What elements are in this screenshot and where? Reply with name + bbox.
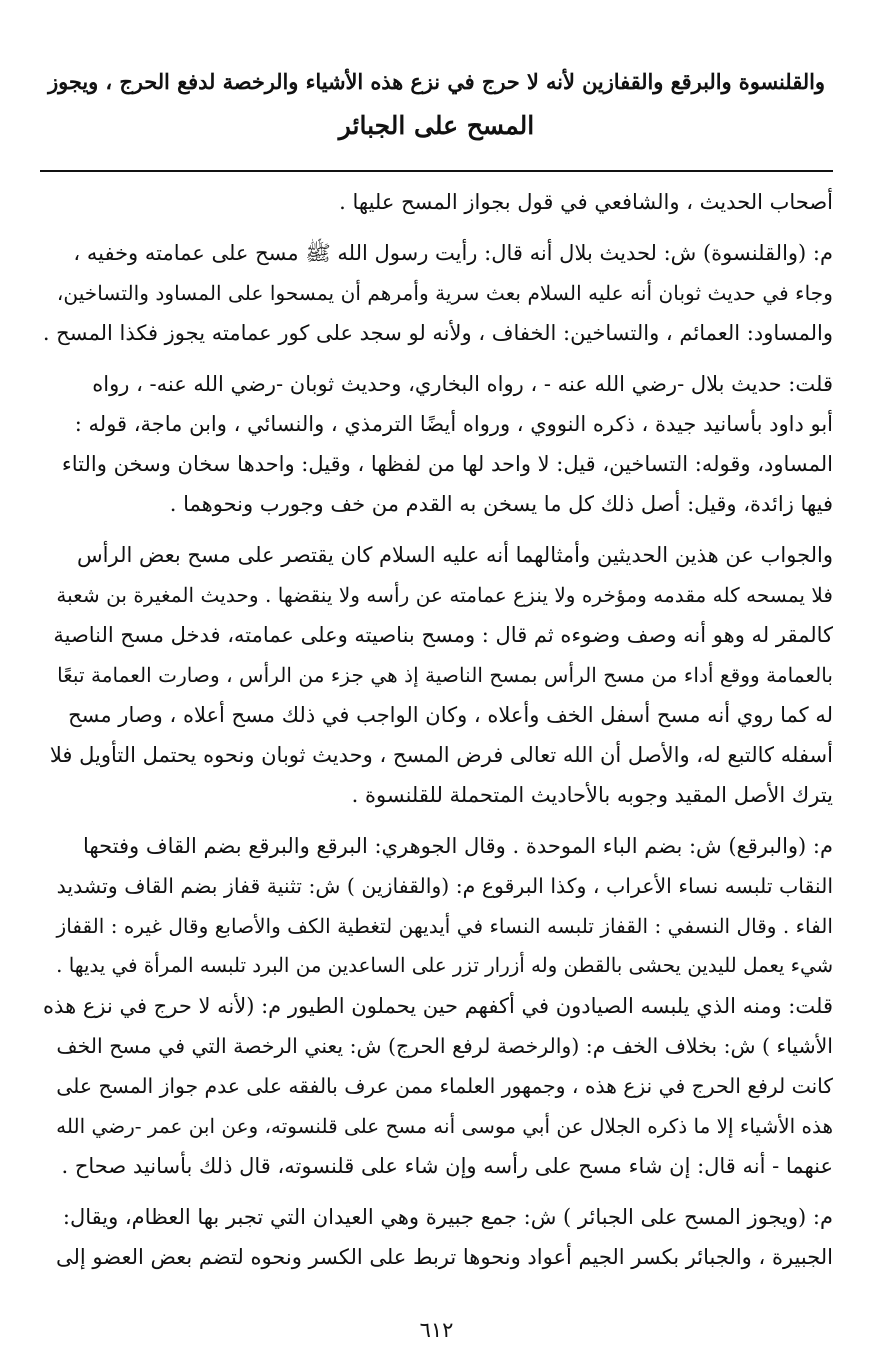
text-line: الأشياء ) ش: بخلاف الخف م: (والرخصة لرفع الحرج) ش: يعني الرخصة التي في مسح الخف bbox=[56, 1034, 833, 1058]
text-line: هذه الأشياء إلا ما ذكره الجلال عن أبي موسى أنه مسح على قلنسوته، وعن ابن عمر -رضي الله bbox=[56, 1114, 833, 1138]
book-page bbox=[40, 60, 833, 1288]
text-line: م: (والبرقع) ش: بضم الباء الموحدة . وقال الجوهري: البرقع والبرقع بضم القاف وفتحها bbox=[83, 834, 833, 858]
text-line: قلت: ومنه الذي يلبسه الصيادون في أكفهم حين يحملون الطيور م: (لأنه لا حرج في نزع هذه bbox=[43, 994, 833, 1018]
paragraph bbox=[40, 233, 833, 353]
text-line: والمساود: العمائم ، والتساخين: الخفاف ، ولأنه لو سجد على كور عمامته يجوز فكذا المسح . bbox=[42, 321, 833, 345]
text-line: وجاء في حديث ثوبان أنه عليه السلام بعث سرية وأمرهم أن يمسحوا على المساود والتساخين، bbox=[56, 281, 833, 305]
text-line: عنهما - أنه قال: إن شاء مسح على رأسه وإن شاء على قلنسوته، قال ذلك بأسانيد صحاح . bbox=[61, 1154, 833, 1178]
header-line: والقلنسوة والبرقع والقفازين لأنه لا حرج في نزع هذه الأشياء والرخصة لدفع الحرج ، ويجوز bbox=[48, 69, 825, 94]
page-number: ٦١٢ bbox=[419, 1318, 454, 1342]
text-line: أبو داود بأسانيد جيدة ، ذكره النووي ، ورواه أيضًا الترمذي ، والنسائي ، وابن ماجة، قوله : bbox=[74, 412, 833, 436]
text-line: يترك الأصل المقيد وجوبه بالأحاديث المتحملة للقلنسوة . bbox=[351, 783, 833, 807]
paragraph bbox=[40, 826, 833, 1186]
paragraph bbox=[40, 364, 833, 524]
paragraph bbox=[40, 535, 833, 815]
text-line: النقاب تلبسه نساء الأعراب ، وكذا البرقوع م: (والقفازين ) ش: تثنية قفاز بضم القاف وتشديد bbox=[56, 874, 833, 898]
header-divider bbox=[40, 170, 833, 172]
text-line: له كما روي أنه مسح أسفل الخف وأعلاه ، وكان الواجب في ذلك مسح أعلاه ، وصار مسح bbox=[68, 703, 833, 727]
text-line: قلت: حديث بلال -رضي الله عنه - ، رواه البخاري، وحديث ثوبان -رضي الله عنه- ، رواه bbox=[92, 372, 833, 396]
text-line: الفاء . وقال النسفي : القفاز تلبسه النساء في أيديهن لتغطية الكف والأصابع وقال غيره : القفاز bbox=[56, 914, 833, 938]
text-line: فلا يمسحه كله مقدمه ومؤخره ولا ينزع عمامته عن رأسه ولا ينقضها . وحديث المغيرة بن شعبة bbox=[56, 583, 833, 607]
text-line: كالمقر له وهو أنه وصف وضوءه ثم قال : ومسح بناصيته وعلى عمامته، فدخل مسح الناصية bbox=[53, 623, 833, 647]
text-line: المساود، وقوله: التساخين، قيل: لا واحد لها من لفظها ، وقيل: واحدها سخان وسخن والتاء bbox=[61, 452, 833, 476]
text-line: أصحاب الحديث ، والشافعي في قول بجواز المسح عليها . bbox=[339, 190, 833, 214]
text-line: شيء يعمل لليدين يحشى بالقطن وله أزرار تزر على الساعدين من البرد تلبسه المرأة في يديها . bbox=[56, 954, 833, 977]
text-line: كانت لرفع الحرج في نزع هذه ، وجمهور العلماء ممن عرف بالفقه على عدم جواز المسح على bbox=[56, 1074, 833, 1098]
text-line: الجبيرة ، والجبائر بكسر الجيم أعواد ونحوها تربط على الكسر ونحوه لتضم بعض العضو إلى bbox=[55, 1245, 833, 1269]
text-line: والجواب عن هذين الحديثين وأمثالهما أنه عليه السلام كان يقتصر على مسح بعض الرأس bbox=[77, 543, 833, 567]
paragraph bbox=[40, 182, 833, 222]
paragraph bbox=[40, 1197, 833, 1277]
text-line: فيها زائدة، وقيل: أصل ذلك كل ما يسخن به القدم من خف وجورب ونحوهما . bbox=[169, 492, 833, 516]
header-line: المسح على الجبائر bbox=[338, 111, 535, 140]
text-line: أسفله كالتبع له، والأصل أن الله تعالى فرض المسح ، وحديث ثوبان ونحوه يحتمل التأويل فلا bbox=[49, 743, 833, 767]
text-line: م: (والقلنسوة) ش: لحديث بلال أنه قال: رأيت رسول الله ﷺ مسح على عمامته وخفيه ، bbox=[73, 241, 833, 265]
text-line: بالعمامة ووقع أداء من مسح الرأس بمسح الناصية إذ هي جزء من الرأس ، وصارت العمامة تبعًا bbox=[57, 663, 833, 687]
page-header bbox=[40, 60, 833, 148]
text-line: م: (ويجوز المسح على الجبائر ) ش: جمع جبيرة وهي العيدان التي تجبر بها العظام، ويقال: bbox=[62, 1205, 833, 1229]
